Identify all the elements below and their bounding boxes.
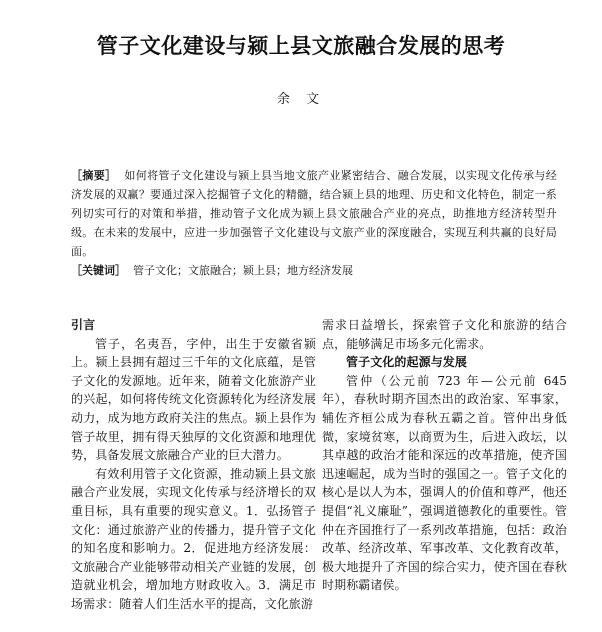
author-name: 余 文 xyxy=(276,92,326,107)
abstract-paragraph xyxy=(71,166,557,261)
abstract-text: 如何将管子文化建设与颍上县当地文旅产业紧密结合、融合发展，以实现文化传承与经济发展的双赢？要通过深入挖掘管子文化的精髓，结合颍上县的地理、历史和文化特色，制定一系列切实可行的对策和举措，推动管子文化成为颍上县文旅融合产业的亮点，助推地方经济转型升级。在未来的发展中，应进一步加强管子文化建设与文旅产业的深度融合，实现互利共赢的良好局面。 xyxy=(71,169,557,258)
section1-paragraph-1: 管仲（公元前 723 年—公元前 645 年），春秋时期齐国杰出的政治家、军事家，辅佐齐桓公成为春秋五霸之首。管仲出身低微，家境贫寒，以商贾为生，后进入政坛，以其卓越的政治才能和深远的改革措施，使齐国迅速崛起，成为当时的强国之一。管子文化的核心是以人为本，强调人的价值和尊严，他还提倡“礼义廉耻”，强调道德教化的重要性。管仲在齐国推行了一系列改革措施，包括：政治改革、经济改革、军事改革、文化教育改革，极大地提升了齐国的综合实力，使齐国在春秋时期称霸诸侯。 xyxy=(322,373,567,593)
abstract-block xyxy=(71,166,557,261)
paper-title: 管子文化建设与颍上县文旅融合发展的思考 xyxy=(96,34,506,58)
right-column xyxy=(322,316,567,595)
keywords-block xyxy=(71,262,557,280)
left-column xyxy=(71,316,316,614)
keywords-label: ［关键词］ xyxy=(71,264,126,277)
abstract-label: ［摘要］ xyxy=(71,169,117,182)
intro-paragraph-2: 有效利用管子文化资源，推动颍上县文旅融合产业发展，实现文化传承与经济增长的双重目标，具有重要的现实意义。1．弘扬管子文化：通过旅游产业的传播力，提升管子文化的知名度和影响力。2．促进地方经济发展：文旅融合产业能够带动相关产业链的发展，创造就业机会，增加地方财政收入。3．满足市场需求：随着人们生活水平的提高，文化旅游 xyxy=(71,466,316,611)
keywords-text: 管子文化；文旅融合；颍上县；地方经济发展 xyxy=(133,264,353,277)
intro-heading: 引言 xyxy=(71,318,96,332)
section1-heading: 管子文化的起源与发展 xyxy=(346,355,468,370)
intro-paragraph-1: 管子，名夷吾，字仲，出生于安徽省颍上。颍上县拥有超过三千年的文化底蕴，是管子文化的发源地。近年来，随着文化旅游产业的兴起，如何将传统文化资源转化为经济发展动力，成为地方政府关注的焦点。颍上县作为管子故里，拥有得天独厚的文化资源和地理优势，具备发展文旅融合产业的巨大潜力。 xyxy=(71,336,316,463)
intro-paragraph-2-continued: 需求日益增长，探索管子文化和旅游的结合点，能够满足市场多元化需求。 xyxy=(322,318,567,351)
